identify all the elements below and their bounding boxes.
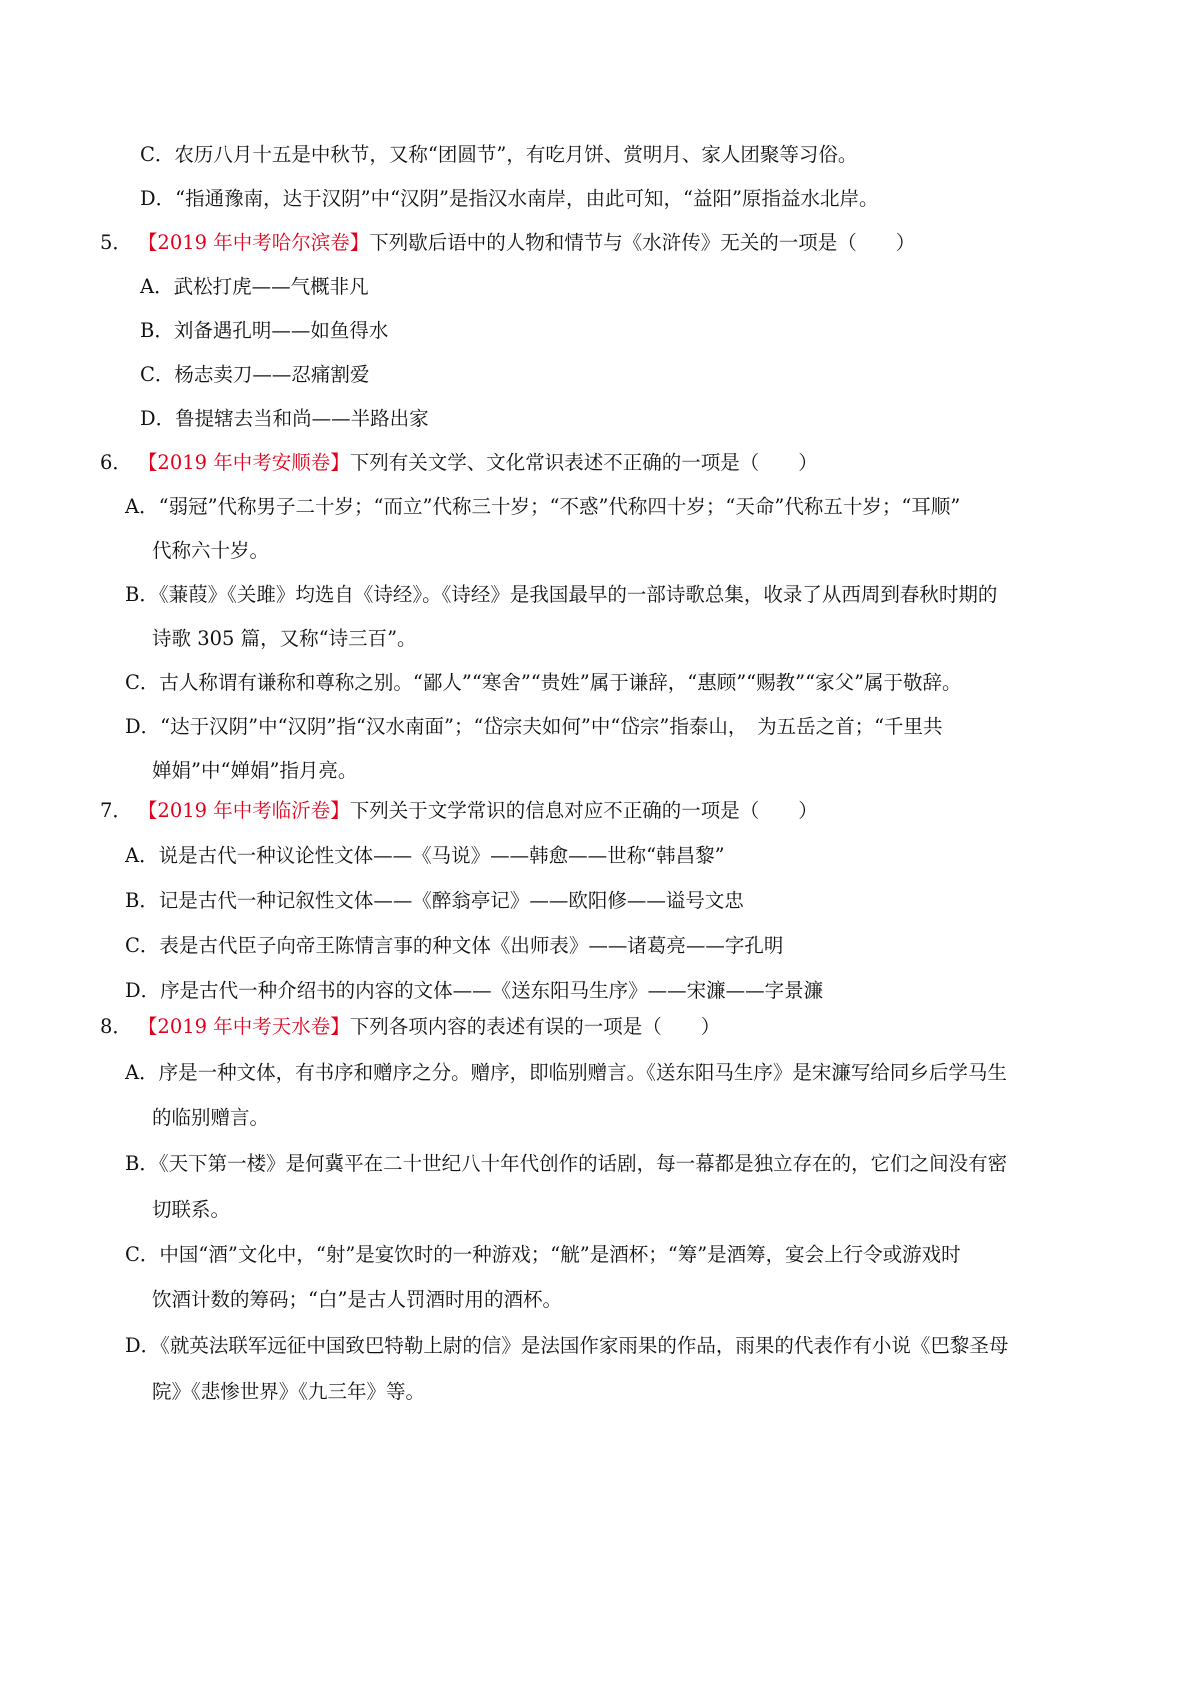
- question-8-option-b-cont: 切联系。: [152, 1198, 231, 1221]
- option-label: A．: [125, 1061, 159, 1084]
- option-text: 《就英法联军远征中国致巴特勒上尉的信》是法国作家雨果的作品，雨果的代表作有小说《巴黎圣母: [160, 1334, 1009, 1357]
- question-8-option-c-cont: 饮酒计数的筹码；“白”是古人罚酒时用的酒杯。: [152, 1288, 562, 1311]
- option-label: B．: [140, 319, 174, 342]
- question-number: 5．: [100, 231, 132, 254]
- option-text: 鲁提辖去当和尚——半路出家: [175, 407, 429, 430]
- question-5-option-d: [140, 405, 429, 433]
- option-text: 记是古代一种记叙性文体——《醉翁亭记》——欧阳修——谥号文忠: [158, 889, 744, 912]
- option-label: D．: [125, 1334, 161, 1357]
- option-label: B．: [125, 583, 159, 606]
- question-6-option-a-cont: 代称六十岁。: [152, 539, 270, 562]
- question-7-option-b: [125, 887, 744, 915]
- option-text: “达于汉阴”中“汉阴”指“汉水南面”；“岱宗夫如何”中“岱宗”指泰山， 为五岳之首；“千里共: [160, 715, 943, 738]
- option-text: “弱冠”代称男子二十岁；“而立”代称三十岁；“不惑”代称四十岁；“天命”代称五十岁；“耳顺”: [158, 495, 961, 518]
- option-text: 农历八月十五是中秋节，又称“团圆节”，有吃月饼、赏明月、家人团聚等习俗。: [174, 143, 858, 166]
- option-text: 古人称谓有谦称和尊称之别。“鄙人”“寒舍”“贵姓”属于谦辞，“惠顾”“赐教”“家父”属于敬辞。: [159, 671, 962, 694]
- question-stem: 下列各项内容的表述有误的一项是（ ）: [349, 1015, 721, 1038]
- question-8-option-d-cont: 院》《悲惨世界》《九三年》等。: [152, 1380, 426, 1403]
- option-label: D．: [125, 715, 161, 738]
- option-label: D．: [140, 187, 176, 210]
- question-6-option-c: [125, 669, 962, 697]
- option-label: A．: [140, 275, 174, 298]
- option-text: 说是古代一种议论性文体——《马说》——韩愈——世称“韩昌黎”: [158, 844, 725, 867]
- option-text: 杨志卖刀——忍痛割爱: [174, 363, 370, 386]
- option-text: 中国“酒”文化中，“射”是宴饮时的一种游戏；“觥”是酒杯；“筹”是酒筹，宴会上行令或游戏时: [159, 1243, 961, 1266]
- option-text: 刘备遇孔明——如鱼得水: [173, 319, 389, 342]
- question-5-option-c: [140, 361, 369, 389]
- question-number: 8．: [100, 1015, 132, 1038]
- question-8-option-d: [125, 1332, 1008, 1360]
- question-8-option-b: [125, 1150, 1007, 1178]
- question-6-option-d: [125, 713, 943, 741]
- question-stem: 下列有关文学、文化常识表述不正确的一项是（ ）: [349, 451, 818, 474]
- option-text: 《天下第一楼》是何冀平在二十世纪八十年代创作的话剧，每一幕都是独立存在的，它们之间没有密: [158, 1152, 1008, 1175]
- option-label: B．: [125, 889, 159, 912]
- question-6-option-a: [125, 493, 960, 521]
- question-8-option-c: [125, 1241, 961, 1269]
- question-source: 【2019 年中考哈尔滨卷】: [137, 231, 370, 254]
- question-8-stem: [100, 1013, 720, 1041]
- option-text: 序是古代一种介绍书的内容的文体——《送东阳马生序》——宋濂——字景濂: [160, 979, 824, 1002]
- option-label: C．: [140, 143, 175, 166]
- option-label: A．: [125, 844, 159, 867]
- option-text: 表是古代臣子向帝王陈情言事的种文体《出师表》——诸葛亮——字孔明: [159, 934, 784, 957]
- question-source: 【2019 年中考天水卷】: [137, 1015, 350, 1038]
- option-label: C．: [125, 671, 160, 694]
- option-label: C．: [140, 363, 175, 386]
- question-source: 【2019 年中考安顺卷】: [137, 451, 350, 474]
- question-6-option-b: [125, 581, 997, 609]
- question-number: 6．: [100, 451, 132, 474]
- question-7-option-a: [125, 842, 725, 870]
- option-label: B．: [125, 1152, 159, 1175]
- option-text: 序是一种文体，有书序和赠序之分。赠序，即临别赠言。《送东阳马生序》是宋濂写给同乡后学马生: [158, 1061, 1007, 1084]
- question-5-option-b: [140, 317, 388, 345]
- option-text: “指通豫南，达于汉阴”中“汉阴”是指汉水南岸，由此可知，“益阳”原指益水北岸。: [175, 187, 879, 210]
- question-source: 【2019 年中考临沂卷】: [137, 799, 350, 822]
- question-8-option-a-cont: 的临别赠言。: [152, 1106, 270, 1129]
- question-6-option-b-cont: 诗歌 305 篇，又称“诗三百”。: [152, 627, 417, 650]
- option-label: D．: [125, 979, 161, 1002]
- question-5-stem: [100, 229, 915, 257]
- option-d-prev: [140, 185, 878, 213]
- question-6-stem: [100, 449, 818, 477]
- option-label: D．: [140, 407, 176, 430]
- question-5-option-a: [140, 273, 369, 301]
- option-label: C．: [125, 934, 160, 957]
- question-number: 7．: [100, 799, 132, 822]
- option-c-prev: [140, 141, 857, 169]
- question-7-option-c: [125, 932, 783, 960]
- question-7-stem: [100, 797, 818, 825]
- option-label: C．: [125, 1243, 160, 1266]
- question-stem: 下列歇后语中的人物和情节与《水浒传》无关的一项是（ ）: [369, 231, 916, 254]
- option-text: 《蒹葭》《关雎》均选自《诗经》。《诗经》是我国最早的一部诗歌总集，收录了从西周到春秋时期的: [158, 583, 998, 606]
- question-stem: 下列关于文学常识的信息对应不正确的一项是（ ）: [349, 799, 818, 822]
- question-6-option-d-cont: 婵娟”中“婵娟”指月亮。: [152, 759, 358, 782]
- option-label: A．: [125, 495, 159, 518]
- question-8-option-a: [125, 1059, 1007, 1087]
- question-7-option-d: [125, 977, 823, 1005]
- option-text: 武松打虎——气概非凡: [173, 275, 369, 298]
